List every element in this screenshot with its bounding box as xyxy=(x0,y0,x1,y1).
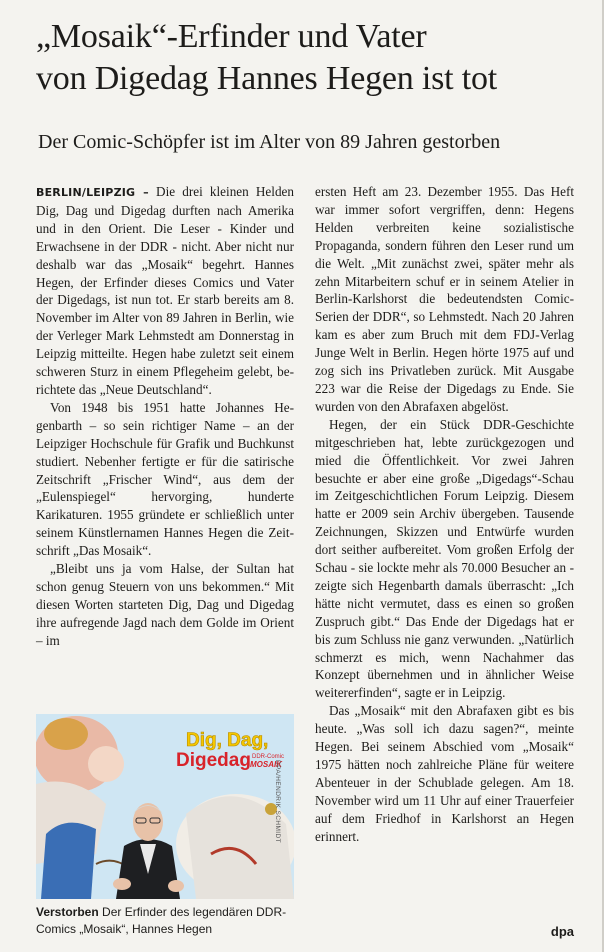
agency-credit: dpa xyxy=(550,924,574,939)
logo-mosaik: MOSAIK xyxy=(250,760,282,769)
paragraph-6: Das „Mosaik“ mit den Abrafaxen gibt es bis heute. „Was soll ich dazu sagen?“, meinte Hegen. Bei seinem Abschied vom „Mosaik“ 1975 hätten noch zahlreiche Pläne für weitere Abenteuer in der Schublade gelegen. Am 18. November wird um 11 Uhr auf einer Trauerfeier auf dem Friedhof in Karlshorst an Hegen erinnert. xyxy=(315,703,574,844)
article-photo xyxy=(36,714,294,899)
headline-line-1: „Mosaik“-Erfinder und Vater xyxy=(36,18,427,55)
logo-digedag: Digedag xyxy=(176,750,251,771)
photo-illustration xyxy=(36,714,294,899)
caption-text: Der Erfinder des legendären DDR-Comics „Mosaik“, Hannes Hegen xyxy=(36,905,287,936)
paragraph-3: „Bleibt uns ja vom Halse, der Sultan hat schon genug Steuern von uns bekommen.“ Mit diesen Worten starteten Dig, Dag und Digedag ihre aufregende Jagd nach dem Golde im Orient – im xyxy=(36,561,294,648)
photo-credit: DPA/HENDRIK SCHMIDT xyxy=(274,760,281,843)
paragraph-4: ersten Heft am 23. Dezember 1955. Das Heft war immer sofort vergriffen, denn: Hegens Helden verbreiten keine sozialistische Propaganda, sondern führen den Leser rund um die Welt. „Mit zunächst zwei, später mehr als zehn Mitarbeitern schuf er in seinem Atelier in Berlin-Karlshorst die bedeutendsten Comic-Serien der DDR“, so Lehmstedt. Nach 20 Jahren kam es aber zum Bruch mit dem FDJ-Verlag Junge Welt in Berlin. Hegen hörte 1975 auf und zog sich ins Privatleben zurück. Mit Ausgabe 223 war die Reise der Digedags zu Ende. Sie wurden von den Abrafaxen abgelöst. xyxy=(315,184,574,414)
headline-line-2: von Digedag Hannes Hegen ist tot xyxy=(36,60,498,97)
caption-bold: Verstorben xyxy=(36,905,99,919)
paragraph-5: Hegen, der ein Stück DDR-Geschichte mitgeschrieben hat, lebte zurückgezogen und mied die Öffentlichkeit. Vor zwei Jahren besuchte er aber eine große „Digedags“-Schau im Zeitgeschichtlichen Forum Leipzig. Diesem hatte er 2009 sein Archiv übergeben. Tausende Zeichnungen, Skizzen und Entwürfe wurden dort seither aufbereitet. Vom großen Erfolg der Schau - sie lockte mehr als 70.000 Besucher an - zeigte sich Hegenbarth damals überrascht: „Ich hätte nicht vermutet, dass es einen so großen Zuspruch gibt.“ Das Ende der Digedags hat er bis zum Schluss nie ganz verwunden. „Natürlich schmerzt es mich, wenn Nachahmer das Konzept übernehmen und in ähnlicher Weise weitererfinden“, sagte er in Leipzig. xyxy=(315,416,574,701)
article-column-right xyxy=(315,183,574,846)
logo-ddr-comic: DDR-Comic xyxy=(252,754,284,760)
paragraph-2: Von 1948 bis 1951 hatte Johannes Hegenbarth – so sein richtiger Name – an der Leipziger Hochschule für Grafik und Buchkunst studiert. Nebenher fertigte er für die satirische Zeitschrift „Frischer Wind“, aus dem der „Eulenspiegel“ hervorging, hunderte Karikaturen. 1955 gründete er schließlich unter seinem Künstlernamen Hannes Hegen die Zeitschrift „Das Mosaik“. xyxy=(36,399,294,559)
subheadline: Der Comic-Schöpfer ist im Alter von 89 Jahren gestorben xyxy=(38,131,501,153)
article-column-left xyxy=(36,183,294,650)
headline xyxy=(36,16,596,100)
dateline: BERLIN/LEIPZIG – xyxy=(36,186,149,199)
logo-dig-dag: Dig, Dag, xyxy=(186,730,269,751)
photo-caption xyxy=(36,904,298,937)
paragraph-1-text: Die drei kleinen Helden Dig, Dag und Digedag durften nach Amerika und in den Orient. Die Leser - Kinder und Erwachsene in der DDR - nicht. Aber nicht nur deshalb war das „Mosaik“ begehrt. Hannes Hegen, der Erfinder dieses Comics und Vater der Digedags, ist nun tot. Er starb bereits am 8. November im Alter von 89 Jahren in Berlin, wie der Verleger Mark Lehmstedt am Donnerstag in Leipzig mitteilte. Hegen habe zuletzt seit einem schweren Sturz in einem Pflegeheim gelebt, berichtete das „Neue Deutschland“. xyxy=(36,184,294,397)
paragraph-1 xyxy=(36,183,294,399)
